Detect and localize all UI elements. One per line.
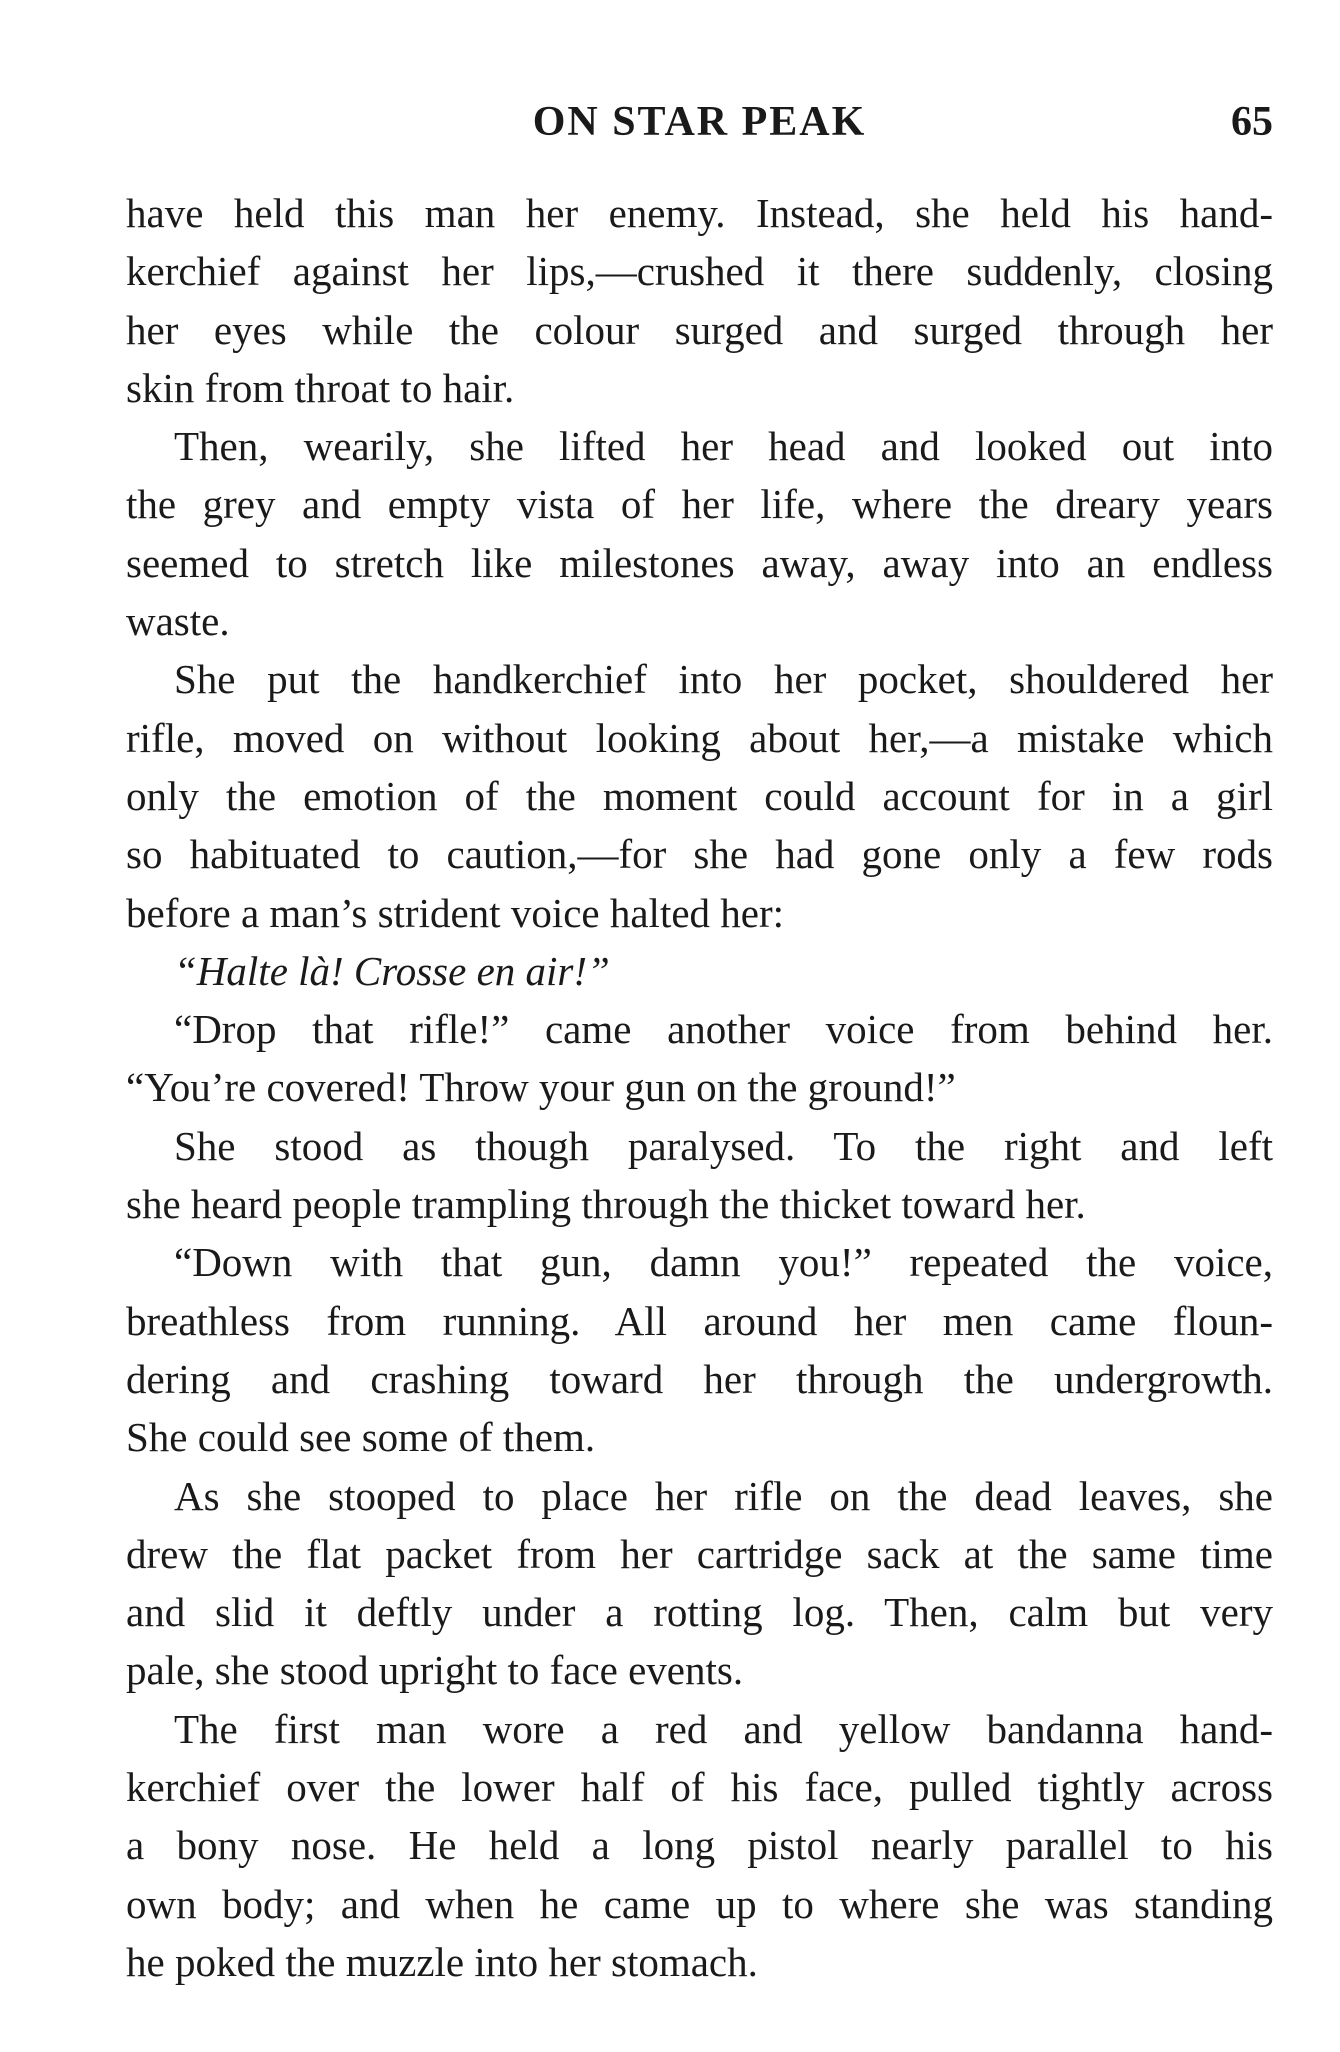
text-line: a bony nose. He held a long pistol nearly parallel to his — [126, 1822, 1273, 1869]
text-line: she heard people trampling through the thicket toward her. — [126, 1181, 1086, 1228]
text-line: She stood as though paralysed. To the right and left — [174, 1122, 1273, 1169]
text-line: She put the handkerchief into her pocket, shouldered her — [174, 656, 1273, 703]
text-line: kerchief against her lips,—crushed it there suddenly, closing — [126, 248, 1273, 295]
text-line: her eyes while the colour surged and surged through her — [126, 306, 1273, 353]
text-line: drew the flat packet from her cartridge sack at the same time — [126, 1530, 1273, 1577]
text-line: “Halte là! Crosse en air!” — [174, 947, 610, 994]
text-line: The first man wore a red and yellow bandanna hand- — [174, 1705, 1273, 1752]
text-line: the grey and empty vista of her life, where the dreary years — [126, 481, 1273, 528]
text-line: “Drop that rifle!” came another voice from behind her. — [174, 1006, 1273, 1053]
text-line: skin from throat to hair. — [126, 364, 515, 411]
text-line: Then, wearily, she lifted her head and looked out into — [174, 423, 1273, 470]
text-line: before a man’s strident voice halted her: — [126, 889, 785, 936]
text-line: own body; and when he came up to where she was standing — [126, 1880, 1273, 1927]
text-line: and slid it deftly under a rotting log. Then, calm but very — [126, 1589, 1273, 1636]
text-line: “You’re covered! Throw your gun on the ground!” — [126, 1064, 956, 1111]
text-line: waste. — [126, 598, 230, 645]
body-text — [126, 184, 1273, 1991]
text-line: so habituated to caution,—for she had gone only a few rods — [126, 831, 1273, 878]
text-line: pale, she stood upright to face events. — [126, 1647, 744, 1694]
page-header — [126, 98, 1273, 158]
text-line: rifle, moved on without looking about her,—a mistake which — [126, 714, 1273, 761]
text-line: She could see some of them. — [126, 1414, 596, 1461]
page-number: 65 — [1231, 99, 1273, 145]
text-line: kerchief over the lower half of his face, pulled tightly across — [126, 1764, 1273, 1811]
text-line: he poked the muzzle into her stomach. — [126, 1938, 758, 1985]
text-line: have held this man her enemy. Instead, she held his hand- — [126, 190, 1273, 236]
text-line: breathless from running. All around her men came floun- — [126, 1297, 1273, 1344]
running-title: ON STAR PEAK — [532, 99, 867, 145]
text-line: As she stooped to place her rifle on the dead leaves, she — [174, 1472, 1273, 1519]
text-line: only the emotion of the moment could account for in a girl — [126, 772, 1273, 819]
text-line: dering and crashing toward her through the undergrowth. — [126, 1355, 1273, 1402]
text-line: seemed to stretch like milestones away, away into an endless — [126, 539, 1273, 586]
text-line: “Down with that gun, damn you!” repeated the voice, — [174, 1239, 1273, 1286]
